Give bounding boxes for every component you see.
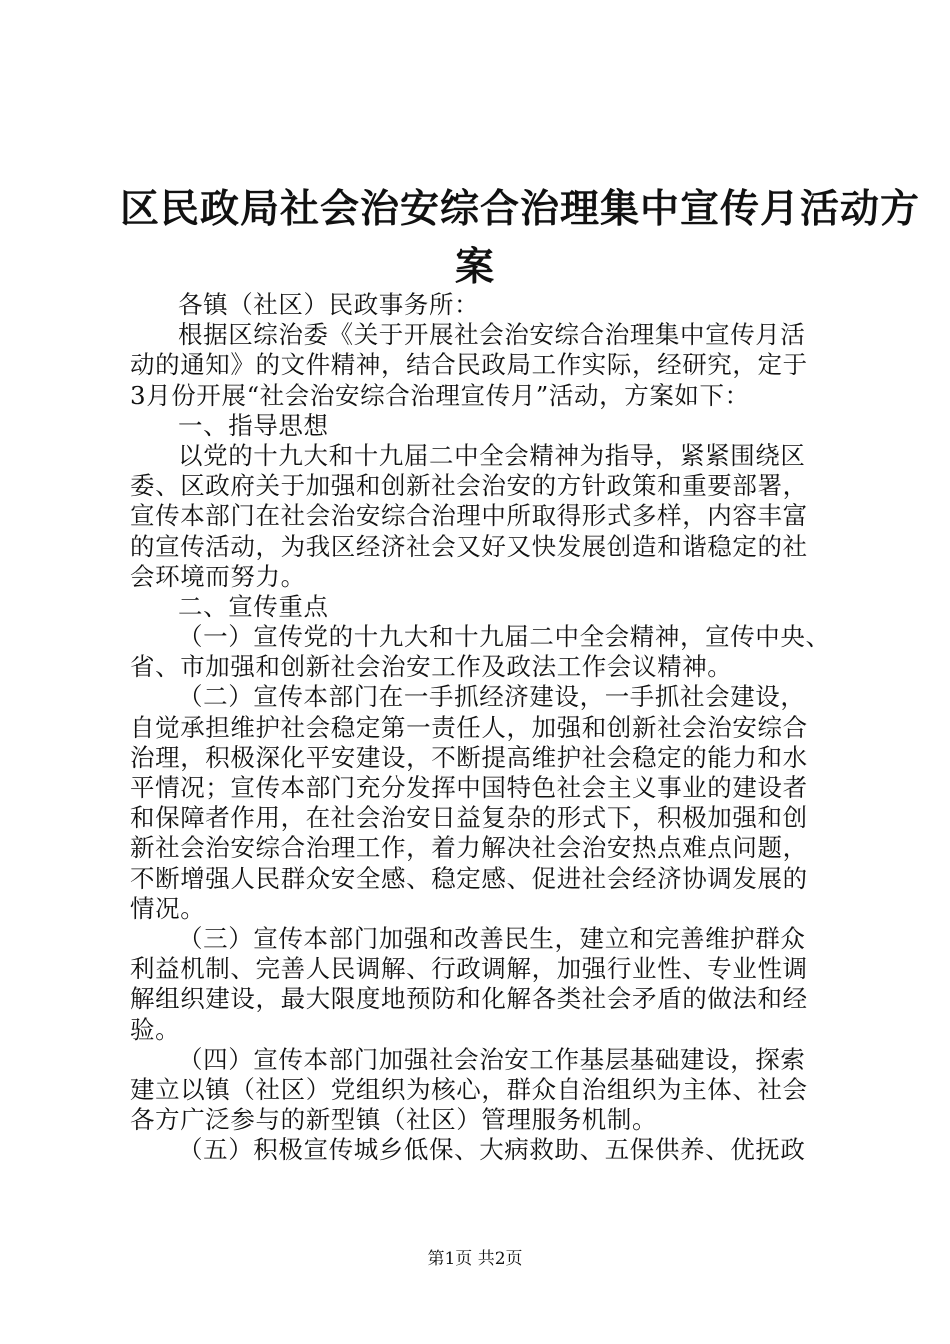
document-title-line-1: 区民政局社会治安综合治理集中宣传月活动方 (120, 186, 921, 232)
document-body (130, 290, 830, 1165)
body-line: （五）积极宣传城乡低保、大病救助、五保供养、优抚政 (178, 1135, 806, 1165)
body-line: 建立以镇（社区）党组织为核心，群众自治组织为主体、社会 (130, 1074, 808, 1104)
body-line: 平情况；宣传本部门充分发挥中国特色社会主义事业的建设者 (130, 773, 808, 802)
body-line: 一、指导思想 (178, 410, 329, 440)
body-line: 3月份开展“社会治安综合治理宣传月”活动，方案如下： (130, 380, 750, 410)
body-line: 省、市加强和创新社会治安工作及政法工作会议精神。 (130, 652, 733, 682)
body-line: 解组织建设，最大限度地预防和化解各类社会矛盾的做法和经 (130, 984, 808, 1014)
body-line: 各方广泛参与的新型镇（社区）管理服务机制。 (130, 1105, 658, 1135)
body-line: （四）宣传本部门加强社会治安工作基层基础建设，探索 (178, 1044, 806, 1074)
body-line: 不断增强人民群众安全感、稳定感、促进社会经济协调发展的 (130, 863, 808, 893)
body-line: （二）宣传本部门在一手抓经济建设，一手抓社会建设， (178, 682, 806, 712)
body-line: 根据区综治委《关于开展社会治安综合治理集中宣传月活 (178, 320, 806, 350)
document-title-line-2: 案 (454, 244, 495, 290)
body-line: 的宣传活动，为我区经济社会又好又快发展创造和谐稳定的社 (130, 531, 808, 561)
body-line: 治理，积极深化平安建设，不断提高维护社会稳定的能力和水 (130, 742, 808, 772)
body-line: 二、宣传重点 (178, 591, 329, 621)
body-line: 和保障者作用，在社会治安日益复杂的形式下，积极加强和创 (130, 803, 808, 833)
body-line: 验。 (130, 1014, 181, 1044)
body-line: 自觉承担维护社会稳定第一责任人，加强和创新社会治安综合 (130, 712, 808, 742)
body-line: 委、区政府关于加强和创新社会治安的方针政策和重要部署， (130, 471, 808, 501)
body-line: 会环境而努力。 (130, 561, 306, 591)
body-line: （三）宣传本部门加强和改善民生，建立和完善维护群众 (178, 923, 806, 953)
body-line: （一）宣传党的十九大和十九届二中全会精神，宣传中央、 (178, 622, 831, 652)
body-line: 情况。 (130, 893, 206, 923)
body-line: 新社会治安综合治理工作，着力解决社会治安热点难点问题， (130, 833, 808, 863)
page-footer: 第1页 共2页 (427, 1249, 523, 1269)
body-line: 各镇（社区）民政事务所： (178, 290, 480, 319)
body-line: 利益机制、完善人民调解、行政调解，加强行业性、专业性调 (130, 954, 808, 984)
body-line: 宣传本部门在社会治安综合治理中所取得形式多样，内容丰富 (130, 501, 808, 531)
body-line: 动的通知》的文件精神，结合民政局工作实际，经研究，定于 (130, 350, 808, 380)
body-line: 以党的十九大和十九届二中全会精神为指导，紧紧围绕区 (178, 440, 806, 470)
